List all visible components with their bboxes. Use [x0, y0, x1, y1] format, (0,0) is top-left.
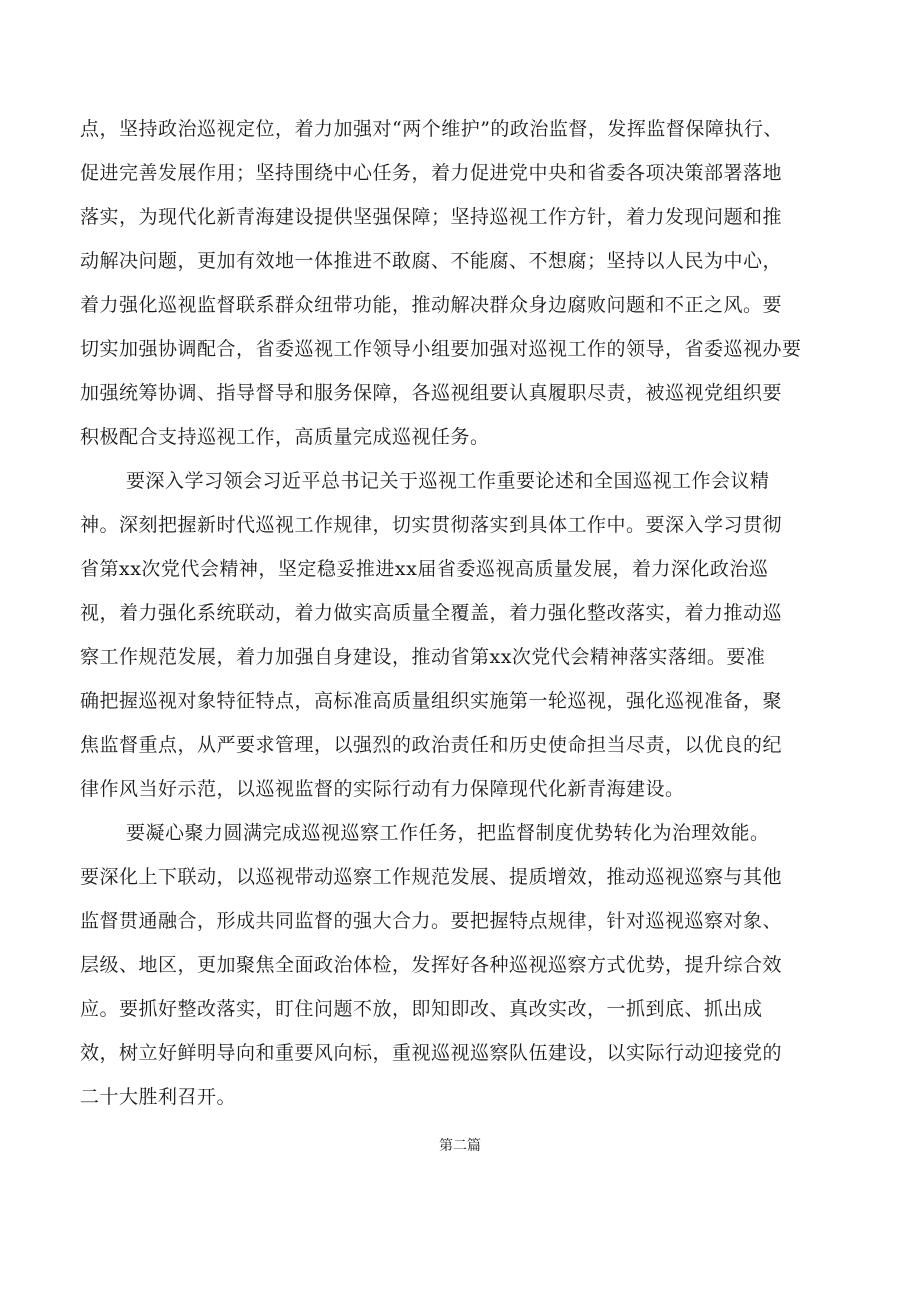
paragraph-3-line-5: 应。要抓好整改落实，盯住问题不放，即知即改、真改实改，一抓到底、抓出成 — [80, 998, 763, 1020]
paragraph-1-line-8: 积极配合支持巡视工作，高质量完成巡视任务。 — [80, 426, 490, 448]
paragraph-3-line-1: 要凝心聚力圆满完成巡视巡察工作任务，把监督制度优势转化为治理效能。 — [126, 822, 770, 844]
paragraph-2-line-7: 焦监督重点，从严要求管理，以强烈的政治责任和历史使命担当尽责，以优良的纪 — [80, 734, 783, 756]
paragraph-1-line-7: 加强统筹协调、指导督导和服务保障，各巡视组要认真履职尽责，被巡视党组织要 — [80, 382, 783, 404]
paragraph-2-line-6: 确把握巡视对象特征特点，高标准高质量组织实施第一轮巡视，强化巡视准备，聚 — [80, 690, 783, 712]
paragraph-2-line-5: 察工作规范发展，着力加强自身建设，推动省第xx次党代会精神落实落细。要准 — [80, 646, 766, 668]
paragraph-3-line-6: 效，树立好鲜明导向和重要风向标，重视巡视巡察队伍建设，以实际行动迎接党的 — [80, 1042, 783, 1064]
paragraph-3-line-2: 要深化上下联动，以巡视带动巡察工作规范发展、提质增效，推动巡视巡察与其他 — [80, 866, 783, 888]
paragraph-2-line-2: 神。深刻把握新时代巡视工作规律，切实贯彻落实到具体工作中。要深入学习贯彻 — [80, 514, 783, 536]
paragraph-2-line-1: 要深入学习领会习近平总书记关于巡视工作重要论述和全国巡视工作会议精 — [126, 470, 770, 492]
paragraph-2-line-4: 视，着力强化系统联动，着力做实高质量全覆盖，着力强化整改落实，着力推动巡 — [80, 602, 783, 624]
paragraph-1-line-6: 切实加强协调配合，省委巡视工作领导小组要加强对巡视工作的领导，省委巡视办要 — [80, 338, 802, 360]
paragraph-3-line-7: 二十大胜利召开。 — [80, 1086, 237, 1108]
paragraph-1-line-2: 促进完善发展作用；坚持围绕中心任务，着力促进党中央和省委各项决策部署落地 — [80, 162, 783, 184]
section-title: 第二篇 — [439, 1138, 481, 1154]
paragraph-2-line-8: 律作风当好示范，以巡视监督的实际行动有力保障现代化新青海建设。 — [80, 778, 685, 800]
paragraph-1-line-4: 动解决问题，更加有效地一体推进不敢腐、不能腐、不想腐；坚持以人民为中心， — [80, 250, 783, 272]
paragraph-2-line-3: 省第xx次党代会精神，坚定稳妥推进xx届省委巡视高质量发展，着力深化政治巡 — [80, 558, 769, 580]
paragraph-1-line-5: 着力强化巡视监督联系群众纽带功能，推动解决群众身边腐败问题和不正之风。要 — [80, 294, 783, 316]
paragraph-1-line-3: 落实，为现代化新青海建设提供坚强保障；坚持巡视工作方针，着力发现问题和推 — [80, 206, 783, 228]
paragraph-3-line-4: 层级、地区，更加聚焦全面政治体检，发挥好各种巡视巡察方式优势，提升综合效 — [80, 954, 783, 976]
paragraph-3-line-3: 监督贯通融合，形成共同监督的强大合力。要把握特点规律，针对巡视巡察对象、 — [80, 910, 783, 932]
paragraph-1-line-1: 点，坚持政治巡视定位，着力加强对“两个维护”的政治监督，发挥监督保障执行、 — [80, 118, 783, 140]
